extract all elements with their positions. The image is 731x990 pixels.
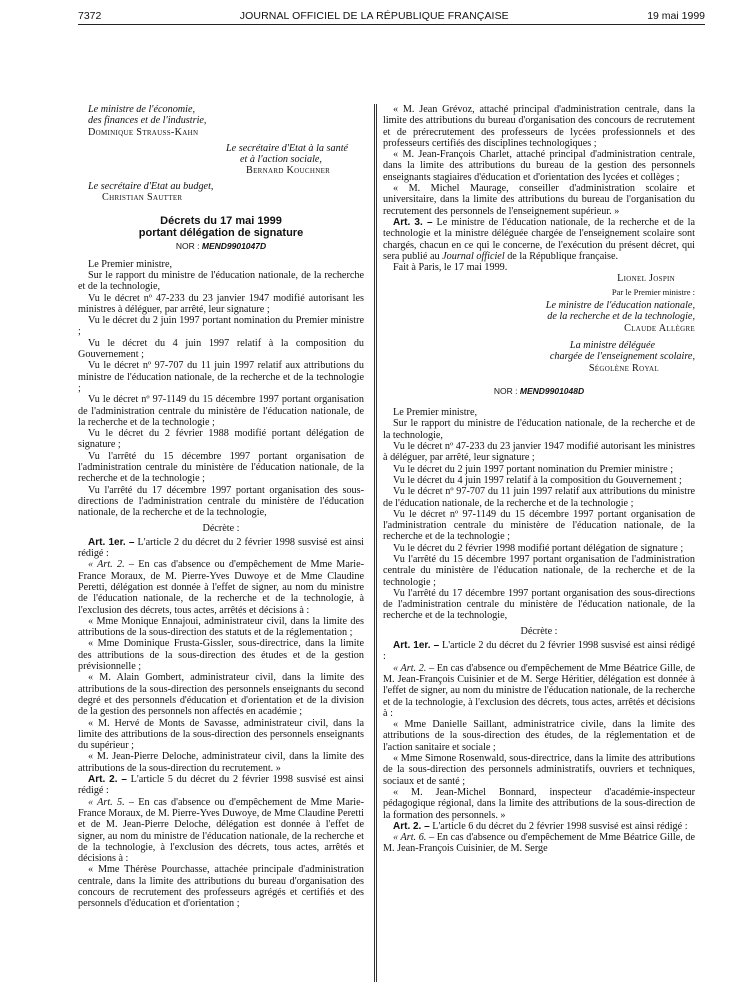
signatory-title: Le secrétaire d'Etat au budget, <box>88 180 214 192</box>
signatory-name: Bernard Kouchner <box>246 165 331 177</box>
delegate-item: « M. Jean-Michel Bonnard, inspecteur d'académie-inspecteur pédagogique régional, dans la limite des attributions de la sous-direction de la formation des personnels. » <box>383 786 695 821</box>
paragraph: Vu l'arrêté du 15 décembre 1997 portant organisation de l'administration centrale du ministère de l'éducation nationale, de la recherche et de la technologie ; <box>383 553 695 588</box>
article-label: Art. 2. – <box>88 774 127 786</box>
paragraph: Vu le décret du 2 février 1998 modifié portant délégation de signature ; <box>393 542 684 554</box>
delegate-item: « Mme Simone Rosenwald, sous-directrice, dans la limite des attributions de la sous-direction des personnels administratifs, ouvriers et techniques, sociaux et de santé ; <box>383 753 695 787</box>
signature-block-budget <box>88 181 364 204</box>
paragraph: Vu le décret du 2 juin 1997 portant nomination du Premier ministre ; <box>78 315 364 338</box>
delegate-item: « M. Hervé de Monts de Savasse, administrateur civil, dans la limite des attributions de la sous-direction des personnels enseignants du supérieur ; <box>78 717 364 752</box>
signatory-title: Le ministre de l'économie, <box>88 104 196 115</box>
delegate-item: « Mme Thérèse Pourchasse, attachée principale d'administration centrale, dans la limite des attributions du bureau d'organisation des concours de recrutement des professeurs agrégés et certifiés et des personnels d'éducation et d'orientation ; <box>78 864 364 910</box>
article-2-quote <box>78 797 364 865</box>
signatory-title: chargée de l'enseignement scolaire, <box>549 351 695 363</box>
article-label: Art. 2. – <box>393 820 430 832</box>
paragraph: Vu le décret du 2 février 1988 modifié portant délégation de signature ; <box>78 428 364 451</box>
page-number: 7372 <box>78 10 102 22</box>
article-text: L'article 5 du décret du 2 février 1998 susvisé est ainsi rédigé : <box>78 774 364 797</box>
signatory-title: La ministre déléguée <box>569 339 655 351</box>
delegate-item: « Mme Danielle Saillant, administratrice civile, dans la limite des attributions de la sous-direction des études, de la réglementation et de l'action sanitaire et sociale ; <box>383 719 695 753</box>
delegate-item: « M. Alain Gombert, administrateur civil, dans la limite des attributions de la sous-direction des personnels enseignants du second degré et des personnels d'éducation et d'orientation et de la division de la gestion des personnels non affectés en académie ; <box>78 672 364 718</box>
nor-reference <box>78 241 364 252</box>
paragraph: Vu le décret nº 47-233 du 23 janvier 1947 modifié autorisant les ministres à déléguer, par arrêté, leur signature ; <box>383 441 695 464</box>
right-column <box>383 104 695 855</box>
signatory-title: Le secrétaire d'Etat à la santé <box>226 142 349 154</box>
paragraph: Sur le rapport du ministre de l'éducation nationale, de la recherche et de la technologie, <box>383 418 695 441</box>
paragraph: Vu l'arrêté du 15 décembre 1997 portant organisation de l'administration centrale du ministère de l'éducation nationale, de la recherche et de la technologie ; <box>78 450 364 485</box>
quote-label: « Art. 2. – <box>88 559 134 571</box>
quote-label: « Art. 2. – <box>393 662 435 674</box>
article-2-quote <box>383 832 695 855</box>
fait-line: Fait à Paris, le 17 mai 1999. <box>393 262 508 274</box>
article-1 <box>383 640 695 663</box>
quote-text: En cas d'absence ou d'empêchement de Mme Béatrice Gille, de M. Jean-François Cuisinier, de M. Serge <box>383 832 696 855</box>
signature-block-sante <box>226 143 364 177</box>
article-text: L'article 6 du décret du 2 février 1998 susvisé est ainsi rédigé : <box>432 820 688 832</box>
delegate-item: « Mme Dominique Frusta-Gissler, sous-directrice, dans la limite des attributions de la sous-direction des études et de la gestion prévisionnelle ; <box>78 638 364 673</box>
nor-label: NOR : <box>175 241 200 252</box>
paragraph: Vu le décret nº 97-707 du 11 juin 1997 relatif aux attributions du ministre de l'éducation nationale, de la recherche et de la technologie ; <box>78 360 364 394</box>
article-1 <box>78 537 364 560</box>
article-text: Le ministre de l'éducation nationale, de la recherche et de la technologie et la ministre déléguée chargée de l'enseignement scolaire sont chargés, chacun en ce qui le concerne, de l'exécution du présent décret, qui sera publié au <box>383 216 695 262</box>
article-label: Art. 1er. – <box>88 536 135 548</box>
decree-title-line: Décrets du 17 mai 1999 <box>160 215 282 228</box>
left-column <box>78 104 364 910</box>
signatory-name: Claude Allègre <box>624 322 695 334</box>
signature-block-economie <box>88 104 364 138</box>
signatory-title: et à l'action sociale, <box>240 154 322 166</box>
article-text: de la République française. <box>507 250 619 262</box>
article-1-quote <box>383 663 695 719</box>
article-2 <box>383 821 695 832</box>
issue-date: 19 mai 1999 <box>647 10 705 22</box>
column-divider <box>374 104 377 982</box>
nor-label: NOR : <box>493 385 518 396</box>
header-rule <box>78 24 705 25</box>
signatory-name: Lionel Jospin <box>617 273 675 285</box>
paragraph: Le Premier ministre, <box>88 258 173 270</box>
paragraph: Vu le décret nº 47-233 du 23 janvier 1947 modifié autorisant les ministres à déléguer, par arrêté, leur signature ; <box>78 292 364 315</box>
quote-text: En cas d'absence ou d'empêchement de Mme Marie-France Moraux, de M. Pierre-Yves Duwoye, de Mme Claudine Peretti et de M. Jean-Pierre Deloche, délégation est donnée à l'effet de signer, au nom du ministre de l'éducation nationale, de la recherche et de la technologie, à l'exclusion des décrets, tous actes, arrêtés et décisions à : <box>78 796 365 865</box>
paragraph: Vu le décret du 4 juin 1997 relatif à la composition du Gouvernement ; <box>78 337 364 361</box>
quote-label: « Art. 5. – <box>88 796 134 808</box>
par-premier-ministre: Par le Premier ministre : <box>611 286 695 297</box>
article-3 <box>383 217 695 262</box>
signature-block-ministre-deleguee <box>383 340 695 374</box>
decrete-heading: Décrète : <box>202 522 240 534</box>
paragraph: Vu le décret du 2 juin 1997 portant nomination du Premier ministre ; <box>393 463 674 475</box>
nor-code: MEND9901047D <box>201 241 267 252</box>
delegate-item: « M. Jean Grévoz, attaché principal d'administration centrale, dans la limite des attributions du bureau d'organisation des concours de recrutement et de prérecrutement des professeurs de lycées professionnels et des professeurs certifiés des disciplines technologiques ; <box>383 104 695 149</box>
article-1-quote <box>78 559 364 615</box>
nor-code: MEND9901048D <box>519 385 585 396</box>
signatory-title: des finances et de l'industrie, <box>88 115 207 127</box>
signatory-name: Ségolène Royal <box>588 362 659 374</box>
delegate-item: « M. Jean-Pierre Deloche, administrateur civil, dans la limite des attributions de la sous-direction du recrutement. » <box>78 751 364 774</box>
paragraph: Vu le décret nº 97-707 du 11 juin 1997 relatif aux attributions du ministre de l'éducation nationale, de la recherche et de la technologie ; <box>383 486 695 509</box>
article-text: L'article 2 du décret du 2 février 1998 susvisé est ainsi rédigé : <box>78 536 365 560</box>
article-2 <box>78 774 364 797</box>
decree-title-line: portant délégation de signature <box>138 227 304 240</box>
quote-text: En cas d'absence ou d'empêchement de Mme Béatrice Gille, de M. Jean-François Cuisinier et de M. Serge Héritier, délégation est donnée à l'effet de signer, au nom du ministre de l'éducation nationale, de la recherche et de la technologie, à l'exclusion des décrets, tous actes, arrêtés et décisions à : <box>383 662 696 719</box>
quote-label: « Art. 6. – <box>393 832 435 844</box>
article-text: L'article 2 du décret du 2 février 1998 susvisé est ainsi rédigé : <box>383 640 695 663</box>
page-header <box>78 4 705 22</box>
signatory-name: Christian Sautter <box>102 192 183 204</box>
paragraph: Vu l'arrêté du 17 décembre 1997 portant organisation des sous-directions de l'administration centrale du ministère de l'éducation nationale, de la recherche et de la technologie, <box>383 587 695 622</box>
paragraph: Vu le décret nº 97-1149 du 15 décembre 1997 portant organisation de l'administration centrale du ministère de l'éducation nationale, de la recherche et de la technologie ; <box>78 394 364 428</box>
journal-reference: Journal officiel <box>442 250 505 262</box>
delegate-item: « M. Jean-François Charlet, attaché principal d'administration centrale, dans la limite des attributions du bureau de la gestion des personnels enseignants stagiaires d'éducation et d'orientation des lycées et collèges ; <box>383 149 695 183</box>
journal-title: JOURNAL OFFICIEL DE LA RÉPUBLIQUE FRANÇAISE <box>239 10 509 22</box>
paragraph: Sur le rapport du ministre de l'éducation nationale, de la recherche et de la technologie, <box>78 269 364 293</box>
quote-text: En cas d'absence ou d'empêchement de Mme Marie-France Moraux, de M. Pierre-Yves Duwoye et de Mme Claudine Peretti, délégation est donnée à l'effet de signer, au nom du ministre de l'éducation nationale, de la recherche et de la technologie, à l'exclusion des décrets, tous actes, arrêtés et décisions à : <box>78 559 365 616</box>
signatory-title: Le ministre de l'éducation nationale, <box>545 300 695 312</box>
delegate-item: « Mme Monique Ennajoui, administrateur civil, dans la limite des attributions de la sous-direction des statuts et de la réglementation ; <box>78 615 364 639</box>
nor-reference <box>383 386 695 397</box>
decree-title <box>78 215 364 239</box>
article-label: Art. 3. – <box>393 216 433 228</box>
paragraph: Vu l'arrêté du 17 décembre 1997 portant organisation des sous-directions de l'administration centrale du ministère de l'éducation nationale, de la recherche et de la technologie, <box>78 484 364 519</box>
paragraph: Le Premier ministre, <box>393 407 478 419</box>
paragraph: Vu le décret nº 97-1149 du 15 décembre 1997 portant organisation de l'administration centrale du ministère de l'éducation nationale, de la recherche et de la technologie ; <box>383 508 695 543</box>
decrete-heading: Décrète : <box>520 625 558 637</box>
signatory-title: de la recherche et de la technologie, <box>547 311 695 323</box>
paragraph: Vu le décret du 4 juin 1997 relatif à la composition du Gouvernement ; <box>393 474 682 486</box>
signatory-name: Dominique Strauss-Kahn <box>88 126 199 138</box>
delegate-item: « M. Michel Maurage, conseiller d'administration scolaire et universitaire, dans la limite des attributions du bureau de l'organisation du recrutement des personnels de l'enseignement supérieur. » <box>383 183 695 217</box>
article-label: Art. 1er. – <box>393 640 440 652</box>
